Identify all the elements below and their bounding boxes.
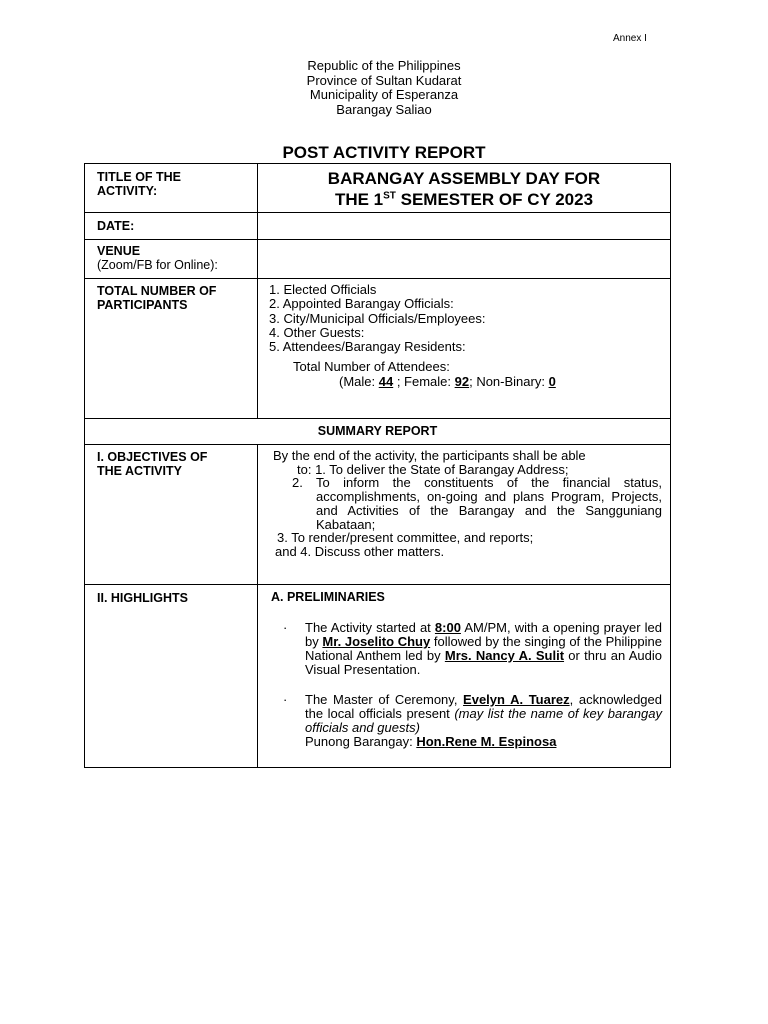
total-attendees-label: Total Number of Attendees: [293, 359, 450, 375]
objective-line: and 4. Discuss other matters. [275, 543, 445, 559]
objective-line: to: 1. To deliver the State of Barangay Address; [297, 461, 569, 477]
participants-value-cell [258, 279, 671, 419]
list-item: 1. Elected Officials [269, 282, 377, 297]
summary-cell [85, 419, 671, 445]
participants-label: TOTAL NUMBER OF [97, 284, 217, 298]
report-table [84, 163, 671, 768]
list-item: 5. Attendees/Barangay Residents: [269, 339, 466, 355]
highlights-label-cell [85, 585, 258, 768]
list-item: 2. Appointed Barangay Officials: [269, 296, 454, 312]
objectives-label: THE ACTIVITY [97, 464, 182, 478]
letterhead [0, 59, 768, 117]
venue-label-cell [85, 240, 258, 279]
venue-label: VENUE [97, 244, 141, 258]
title-label: TITLE OF THE [97, 170, 182, 184]
bullet-icon: · [283, 692, 288, 707]
nonbinary-count: 0 [548, 373, 556, 389]
venue-sublabel: (Zoom/FB for Online): [97, 258, 218, 272]
female-count: 92 [454, 373, 470, 389]
objective-line: 3. To render/present committee, and reports; [277, 530, 534, 546]
highlights-label: II. HIGHLIGHTS [97, 591, 188, 605]
date-label: DATE: [97, 219, 135, 233]
title-value-cell [258, 164, 671, 213]
title-row [85, 164, 671, 213]
date-value [258, 213, 671, 240]
objectives-row [85, 445, 671, 585]
summary-row [85, 419, 671, 445]
participants-label-cell [85, 279, 258, 419]
date-row [85, 213, 671, 240]
bullet-icon: · [283, 620, 288, 635]
highlights-value-cell [258, 585, 671, 768]
summary-heading: SUMMARY REPORT [317, 424, 438, 438]
participants-label: PARTICIPANTS [97, 298, 188, 312]
objectives-label-cell [85, 445, 258, 585]
objective-line: By the end of the activity, the participants shall be able [273, 448, 586, 463]
header-line: Barangay Saliao [336, 101, 432, 117]
highlights-row [85, 585, 671, 768]
annex-label: Annex I [613, 33, 647, 44]
header-line: Province of Sultan Kudarat [306, 72, 462, 88]
activity-title-line1: BARANGAY ASSEMBLY DAY FOR [327, 169, 601, 188]
header-line: Republic of the Philippines [307, 58, 461, 73]
highlight-paragraph: · The Master of Ceremony, Evelyn A. Tuarez, acknowledged the local officials present (may list the name of key barangay officials and guests) Punong Barangay: Hon.Rene M. Espinosa [283, 692, 662, 749]
report-title: POST ACTIVITY REPORT [282, 143, 486, 162]
attendee-breakdown: (Male: 44 ; Female: 92; Non-Binary: 0 [339, 373, 556, 389]
punong-barangay-line: Punong Barangay: Hon.Rene M. Espinosa [305, 734, 557, 749]
male-count: 44 [378, 373, 394, 389]
title-label-cell [85, 164, 258, 213]
list-item: 4. Other Guests: [269, 324, 365, 340]
header-line: Municipality of Esperanza [309, 87, 459, 102]
section-heading: A. PRELIMINARIES [271, 590, 385, 604]
participants-row [85, 279, 671, 419]
objectives-label: I. OBJECTIVES OF [97, 450, 208, 464]
list-item: 3. City/Municipal Officials/Employees: [269, 310, 486, 326]
objective-line: 2. To inform the constituents of the financial status, accomplishments, on-going and plans Program, Projects, and Activities of the Barangay and the Sangguniang Kabataan; [292, 475, 662, 532]
venue-row [85, 240, 671, 279]
objectives-value-cell [258, 445, 671, 585]
highlight-paragraph: · The Activity started at 8:00 AM/PM, with a opening prayer led by Mr. Joselito Chuy followed by the singing of the Philippine National Anthem led by Mrs. Nancy A. Sulit or thru an Audio Visual Presentation. [283, 620, 662, 677]
date-label-cell [85, 213, 258, 240]
venue-value [258, 240, 671, 279]
title-label: ACTIVITY: [97, 184, 158, 198]
activity-title-line2: THE 1ST SEMESTER OF CY 2023 [334, 190, 594, 209]
